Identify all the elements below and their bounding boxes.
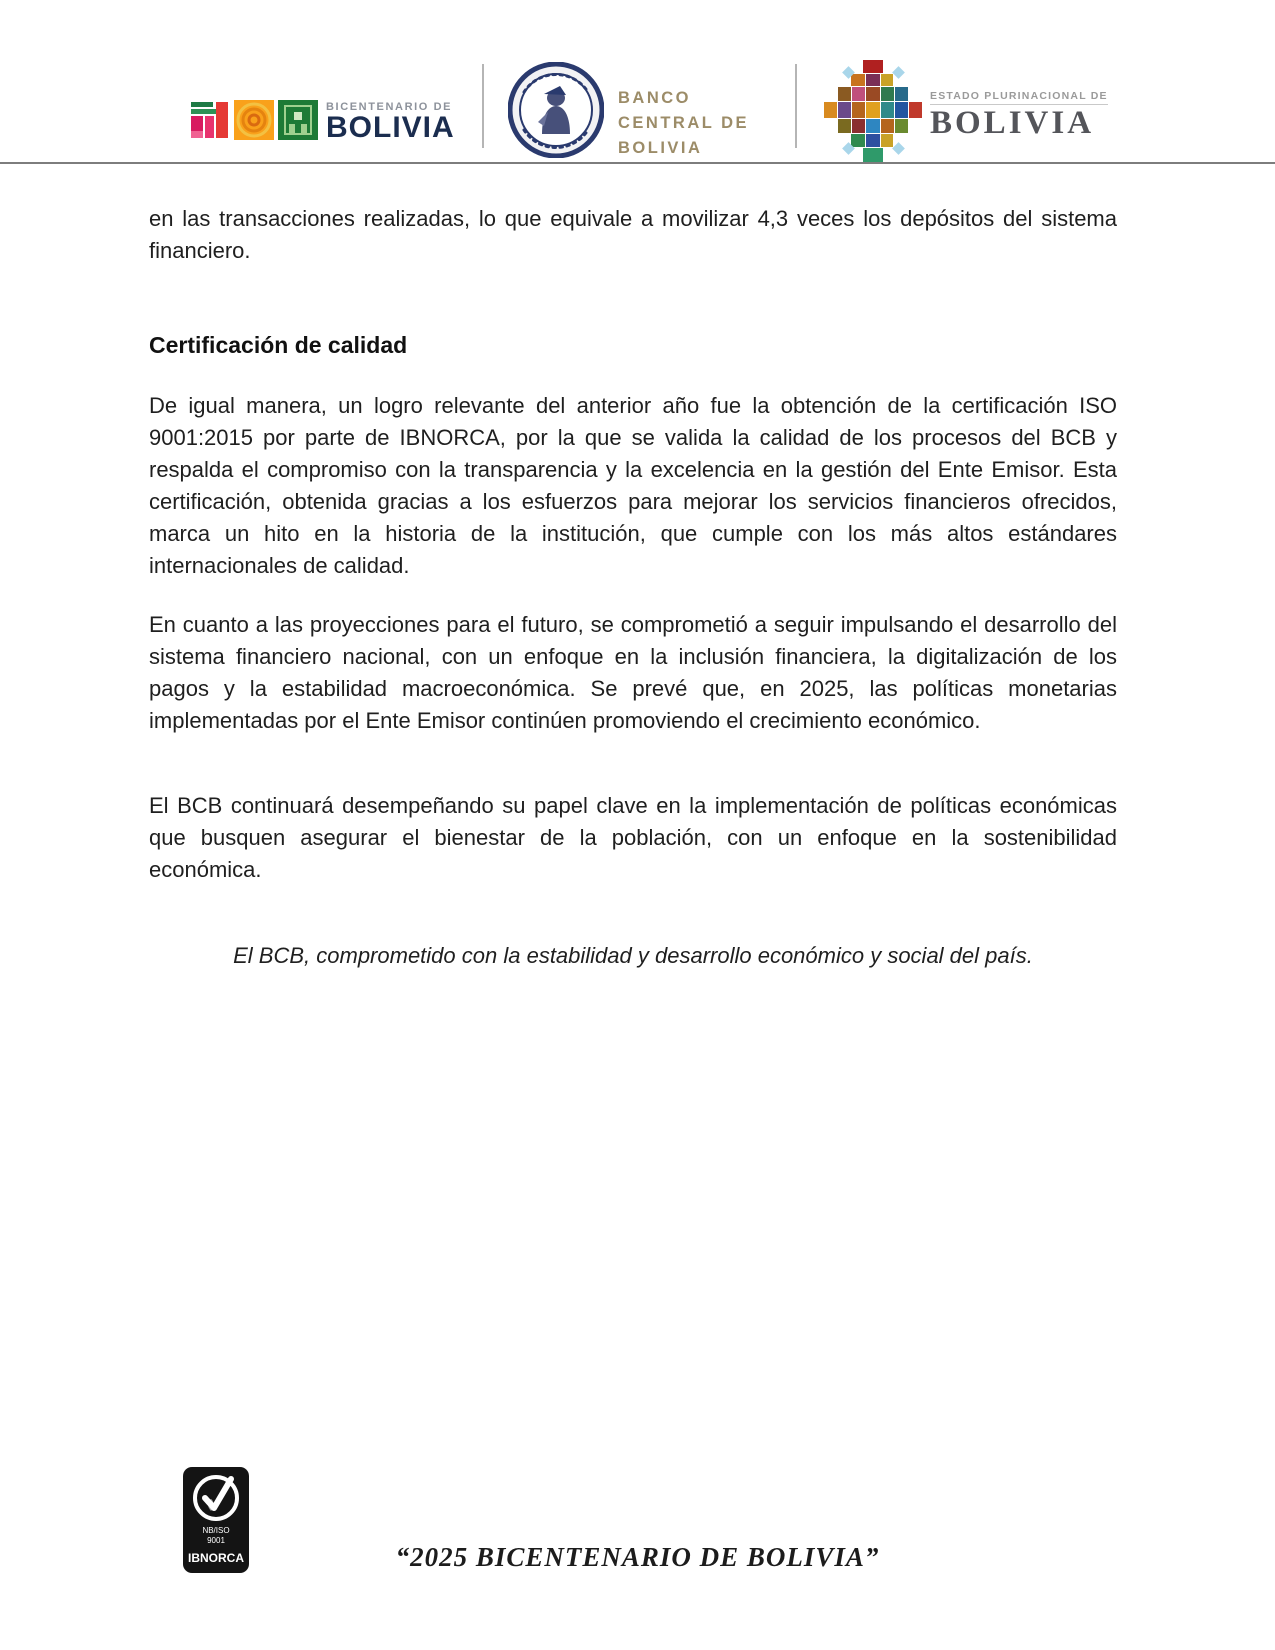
bicentenario-wordmark: BOLIVIA [326, 111, 455, 144]
estado-plurinacional-logo [930, 90, 1108, 140]
bcb-seal-icon [508, 62, 604, 158]
bcb-wordmark-line2: CENTRAL DE [618, 114, 750, 132]
header-rule [0, 162, 1275, 164]
bcb-wordmark-line3: BOLIVIA [618, 139, 703, 157]
ibnorca-cert-line2: 9001 [207, 1536, 225, 1545]
section-heading-certificacion: Certificación de calidad [149, 332, 408, 358]
bcb-wordmark-line1: BANCO [618, 89, 691, 107]
ibnorca-cert-line1: NB/ISO [202, 1526, 230, 1535]
chakana-icon [824, 60, 922, 162]
bicentenario-square-gate-icon [278, 100, 318, 140]
paragraph-proyecciones: En cuanto a las proyecciones para el futuro, se comprometió a seguir impulsando el desarrollo del sistema financiero nacional, con un enfoque en la inclusión financiera, la digitalización de los pagos y la estabilidad macroeconómica. Se prevé que, en 2025, las políticas monetarias implementadas por el Ente Emisor continúen promoviendo el crecimiento económico. [149, 612, 1117, 733]
bicentenario-square-spiral-icon [234, 100, 274, 140]
header-divider-left [482, 64, 484, 148]
bicentenario-square-200-icon [190, 100, 230, 140]
paragraph-transacciones: en las transacciones realizadas, lo que equivale a movilizar 4,3 veces los depósitos del sistema financiero. [149, 206, 1117, 263]
header-divider-right [795, 64, 797, 148]
bcb-wordmark [618, 86, 749, 161]
closing-quote: El BCB, comprometido con la estabilidad y desarrollo económico y social del país. [233, 943, 1033, 968]
estado-top-label: ESTADO PLURINACIONAL DE [930, 90, 1108, 105]
bicentenario-squares-icon [190, 100, 318, 140]
bicentenario-slogan: “2025 BICENTENARIO DE BOLIVIA” [395, 1542, 880, 1572]
bicentenario-top-label: BICENTENARIO DE [326, 101, 453, 113]
estado-wordmark: BOLIVIA [930, 105, 1095, 141]
paragraph-certificacion-iso: De igual manera, un logro relevante del anterior año fue la obtención de la certificación ISO 9001:2015 por parte de IBNORCA, por la que se valida la calidad de los procesos del BCB y respalda el compromiso con la transparencia y la excelencia en la gestión del Ente Emisor. Esta certificación, obtenida gracias a los esfuerzos para mejorar los servicios financieros ofrecidos, marca un hito en la historia de la institución, que cumple con los más altos estándares internacionales de calidad. [149, 393, 1117, 578]
ibnorca-wordmark: IBNORCA [188, 1551, 244, 1565]
bicentenario-logo [190, 100, 455, 142]
paragraph-papel-clave: El BCB continuará desempeñando su papel clave en la implementación de políticas económicas que busquen asegurar el bienestar de la población, con un enfoque en la sostenibilidad económica. [149, 793, 1117, 882]
